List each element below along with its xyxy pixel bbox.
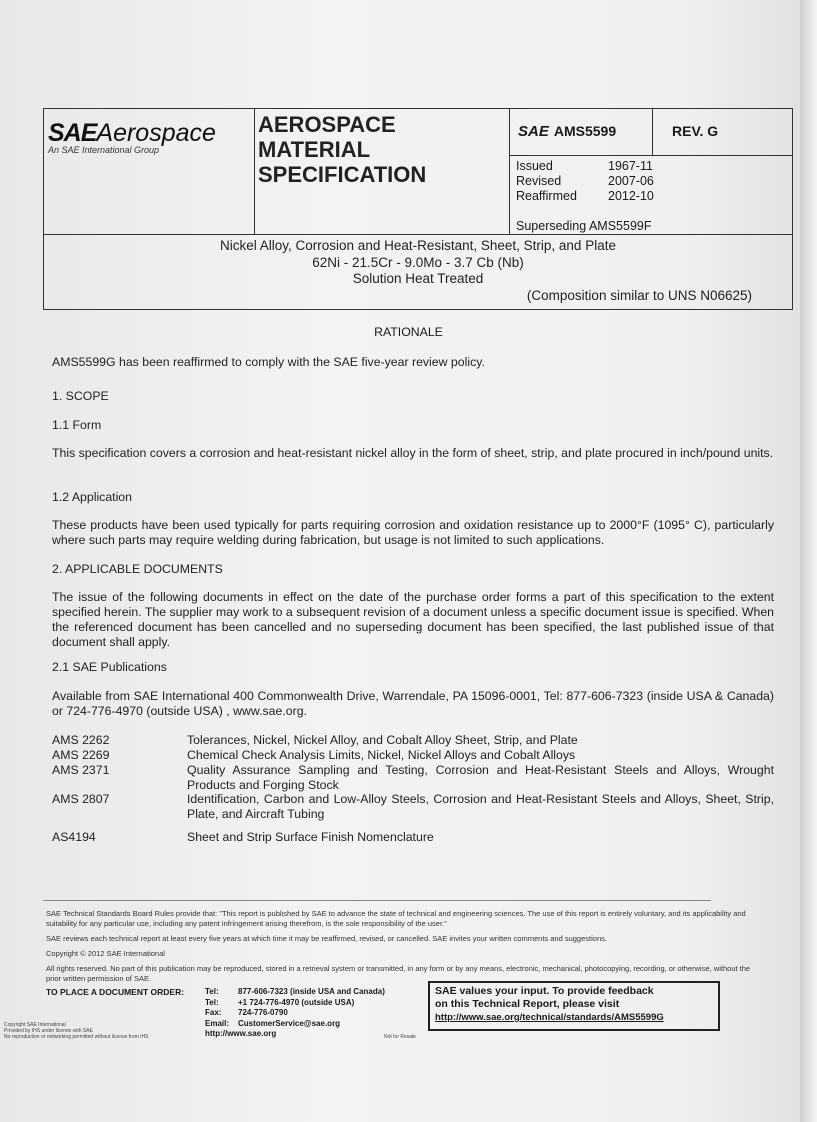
page-edge-shadow [800,0,817,1122]
feedback-text: SAE values your input. To provide feedback [435,985,654,997]
logo-aerospace-text: Aerospace [96,119,216,147]
review-notice: SAE reviews each technical report at least every five years at which time it may be reaffirmed, revised, or cancelled. SAE invites your written comments and suggestions. [46,934,607,943]
form-paragraph: This specification covers a corrosion and heat-resistant nickel alloy in the form of sheet, strip, and plate procured in inch/pound units. [52,446,774,460]
date-label: Reaffirmed [516,189,577,203]
section-heading-application: 1.2 Application [52,490,132,504]
contact-row [205,1008,385,1019]
reference-title: Tolerances, Nickel, Nickel Alloy, and Cobalt Alloy Sheet, Strip, and Plate [187,733,578,747]
rights-notice: All rights reserved. No part of this publication may be reproduced, stored in a retrieval system or transmitted, in any form or by any means, electronic, mechanical, photocopying, recording, or otherwise, without the prior written permission of SAE. [46,964,751,983]
date-value: 2007-06 [608,174,654,188]
ihs-provided: Provided by IHS under license with SAE [4,1028,93,1034]
reference-number: AS4194 [52,830,96,844]
composition-note: (Composition similar to UNS N06625) [526,288,752,303]
reference-number: AMS 2269 [52,748,110,762]
date-list [516,159,654,204]
logo-sae-text: SAE [48,119,97,147]
date-row [516,174,654,189]
section-heading-scope: 1. SCOPE [52,389,109,403]
date-row [516,189,654,204]
section-heading-applicable-documents: 2. APPLICABLE DOCUMENTS [52,562,223,576]
reference-title: Chemical Check Analysis Limits, Nickel, Nickel Alloys and Cobalt Alloys [187,748,576,762]
divider [652,109,653,155]
feedback-text: on this Technical Report, please visit [435,998,620,1010]
contact-value: +1 724-776-4970 (outside USA) [238,997,355,1007]
reference-number: AMS 2262 [52,733,110,747]
revision-label: REV. G [672,123,719,139]
contact-key: Tel: [205,997,219,1007]
copyright-notice: Copyright © 2012 SAE International [46,949,165,958]
footer-divider [43,900,711,901]
section-heading-sae-publications: 2.1 SAE Publications [52,660,167,674]
applicable-documents-paragraph: The issue of the following documents in effect on the date of the purchase order forms a part of this specification to the extent specified herein. The supplier may work to a subsequent revision of a document unless a specific document issue is specified. When the referenced document has been cancelled and no superseding document has been specified, the last published issue of that document shall apply. [52,590,774,649]
date-value: 2012-10 [608,189,654,203]
reference-title: Identification, Carbon and Low-Alloy Steels, Corrosion and Heat-Resistant Steels and Alloys, Sheet, Strip, Plate, and Aircraft Tubing [187,792,774,821]
standards-board-rules: SAE Technical Standards Board Rules provide that: "This report is published by SAE to advance the state of technical and engineering sciences. The use of this report is entirely voluntary, and its applicability and suitability for any particular use, including any patent infringement arising therefrom, is the sole responsibility of the user." [46,909,746,928]
contact-key: Tel: [205,987,219,996]
divider [254,109,255,234]
section-heading-form: 1.1 Form [52,418,102,432]
web-link[interactable]: http://www.sae.org [205,1029,277,1038]
not-for-resale: Not for Resale [384,1034,416,1040]
reference-title: Sheet and Strip Surface Finish Nomenclature [187,830,434,844]
contact-value: 877-606-7323 (inside USA and Canada) [238,987,385,996]
title-line: AEROSPACE [258,112,396,137]
application-paragraph: These products have been used typically for parts requiring corrosion and oxidation resistance up to 2000°F (1095° C), particularly where such parts may require welding during fabrication, but usage is not limited to such applications. [52,518,774,547]
feedback-box [428,981,720,1031]
logo-group-text: An SAE International Group [48,145,160,155]
date-label: Revised [516,174,562,188]
contact-row [205,987,385,998]
rationale-text: AMS5599G has been reaffirmed to comply with the SAE five-year review policy. [52,355,485,369]
contact-key: Fax: [205,1008,222,1017]
contact-value: 724-776-0790 [238,1008,288,1017]
divider [509,109,510,234]
contact-row [205,1019,385,1030]
divider [509,155,792,156]
contact-row [205,998,385,1009]
sae-mark: SAE [518,123,549,140]
rationale-heading: RATIONALE [374,325,443,339]
date-row [516,159,654,174]
specification-title-block [43,233,793,310]
document-type-title [258,112,426,187]
sae-aerospace-logo [48,119,216,155]
ihs-no-reproduction: No reproduction or networking permitted without license from IHS [4,1034,149,1040]
header-table [43,108,793,235]
sae-publications-paragraph: Available from SAE International 400 Commonwealth Drive, Warrendale, PA 15096-0001, Tel: 877-606-7323 (inside USA & Canada) or 724-776-4970 (outside USA) , www.sae.org. [52,689,774,718]
reference-title: Quality Assurance Sampling and Testing, Corrosion and Heat-Resistant Steels and Alloys, Wrought Products and Forging Stock [187,763,774,792]
spec-title-line: Nickel Alloy, Corrosion and Heat-Resistant, Sheet, Strip, and Plate [220,238,616,253]
date-label: Issued [516,159,553,173]
order-contact-list [205,987,385,1040]
spec-title-line: Solution Heat Treated [352,271,484,286]
contact-value: CustomerService@sae.org [238,1018,341,1028]
superseding-note: Superseding AMS5599F [516,219,652,233]
title-line: MATERIAL [258,137,371,162]
document-number [518,123,616,140]
reference-number: AMS 2807 [52,792,110,806]
date-value: 1967-11 [608,159,653,173]
order-label: TO PLACE A DOCUMENT ORDER: [46,987,185,997]
contact-key: Email: [205,1018,230,1028]
ihs-copyright: Copyright SAE International [4,1022,66,1028]
spec-title-line: 62Ni - 21.5Cr - 9.0Mo - 3.7 Cb (Nb) [312,254,524,270]
title-line: SPECIFICATION [258,162,427,187]
feedback-link[interactable]: http://www.sae.org/technical/standards/AMS5599G [435,1012,664,1023]
reference-number: AMS 2371 [52,763,110,777]
doc-number-text: AMS5599 [553,123,617,139]
